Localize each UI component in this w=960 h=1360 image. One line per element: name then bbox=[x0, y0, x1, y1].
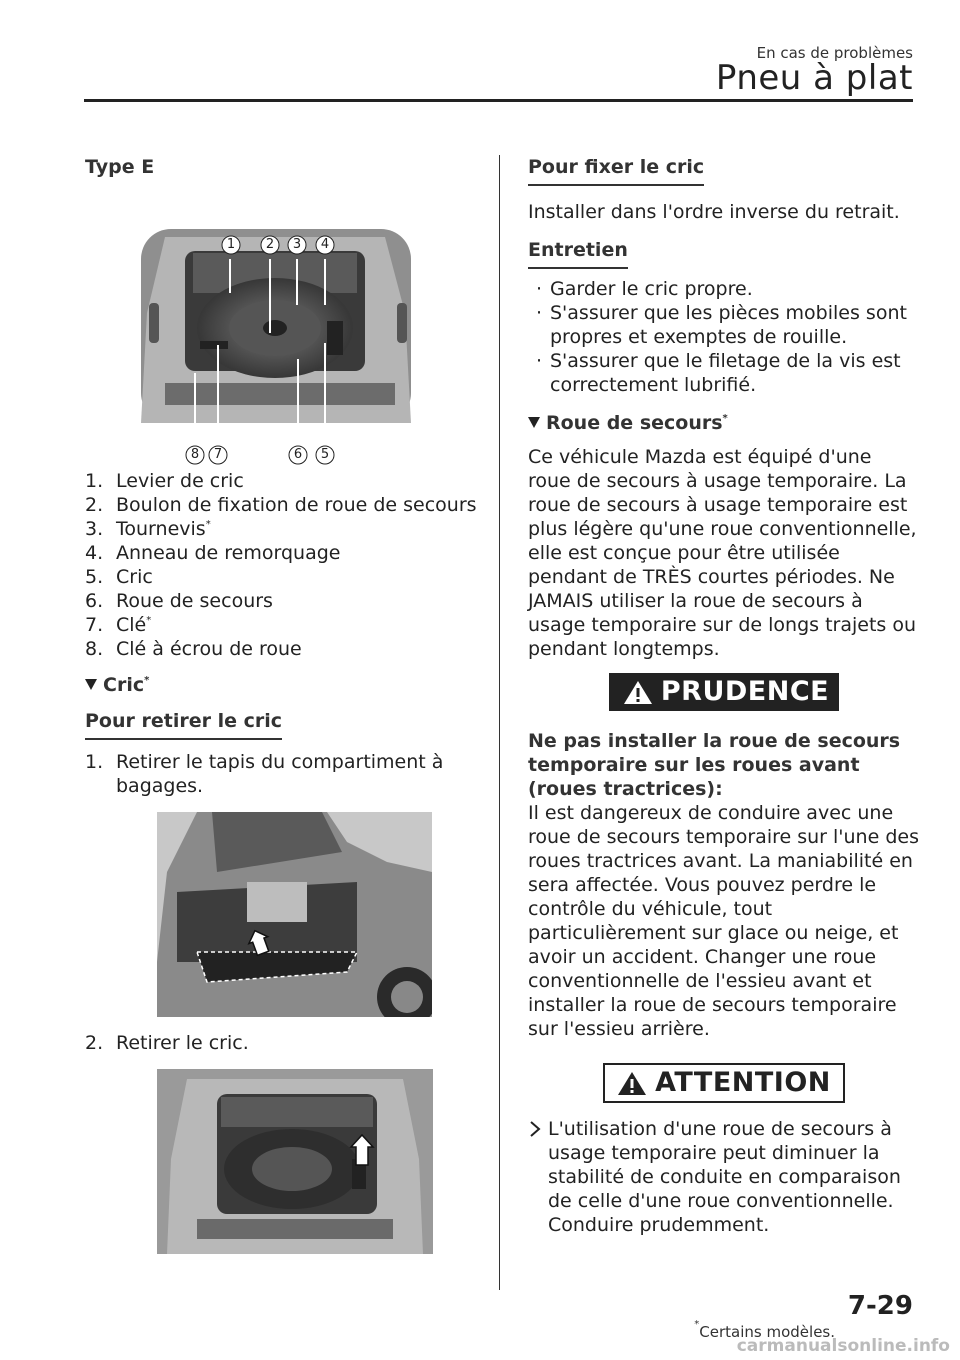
maintenance-heading: Entretien bbox=[528, 238, 628, 269]
list-item: 4. Anneau de remorquage bbox=[85, 542, 341, 564]
list-item: 6. Roue de secours bbox=[85, 590, 273, 612]
warning-triangle-icon bbox=[617, 1070, 647, 1096]
figure-open-trunk bbox=[157, 812, 432, 1017]
spare-wheel-heading: Roue de secours* bbox=[528, 411, 920, 435]
list-item: · Garder le cric propre. bbox=[536, 278, 753, 300]
attention-item: L'utilisation d'une roue de secours à usage temporaire peut diminuer la stabilité de conduite en comparaison de celle d'une roue conventionnelle. Conduire prudemment. bbox=[528, 1117, 920, 1237]
step-1: 1. Retirer le tapis du compartiment à bagages. bbox=[85, 751, 444, 797]
fix-jack-text: Installer dans l'ordre inverse du retrait. bbox=[528, 201, 900, 223]
page-title: Pneu à plat bbox=[715, 58, 913, 98]
caution-banner: PRUDENCE bbox=[609, 673, 839, 711]
column-divider bbox=[499, 155, 500, 1290]
triangle-down-icon bbox=[528, 417, 540, 428]
attention-banner: ATTENTION bbox=[603, 1063, 845, 1103]
triangle-down-icon bbox=[85, 679, 97, 690]
figure-remove-jack bbox=[157, 1069, 433, 1254]
page-number: 7-29 bbox=[847, 1291, 913, 1321]
list-item: 5. Cric bbox=[85, 566, 153, 588]
list-item: 3. Tournevis* bbox=[85, 518, 211, 540]
callout-8: 8 bbox=[185, 445, 205, 471]
list-item: 7. Clé* bbox=[85, 614, 152, 636]
callout-4: 4 bbox=[315, 235, 335, 261]
callout-1: 1 bbox=[221, 235, 241, 261]
figure-trunk-parts bbox=[85, 193, 480, 463]
list-item: 1. Levier de cric bbox=[85, 470, 244, 492]
asterisk: * bbox=[205, 519, 211, 530]
callout-2: 2 bbox=[260, 235, 280, 261]
open-trunk-illustration bbox=[157, 812, 432, 1017]
footer-note: *Certains modèles. bbox=[694, 1319, 835, 1341]
right-column bbox=[528, 155, 920, 1237]
header-section-label: En cas de problèmes bbox=[756, 44, 913, 62]
caution-text: Il est dangereux de conduire avec une roue de secours temporaire sur l'une des roues tractrices avant. La maniabilité en sera affectée. Vous pouvez perdre le contrôle du véhicule, tout particulièrement sur glace ou neige, et avoir un accident. Changer une roue conventionnelle de l'essieu avant et installer la roue de secours temporaire sur l'essieu arrière. bbox=[528, 802, 919, 1040]
remove-jack-heading: Pour retirer le cric bbox=[85, 709, 282, 740]
asterisk: * bbox=[146, 615, 152, 626]
list-item: 2. Boulon de fixation de roue de secours bbox=[85, 494, 477, 516]
parts-list bbox=[85, 469, 480, 661]
arrow-right-icon bbox=[528, 1117, 548, 1237]
callout-3: 3 bbox=[287, 235, 307, 261]
remove-jack-illustration bbox=[157, 1069, 433, 1254]
callout-7: 7 bbox=[208, 445, 228, 471]
caution-bold-text: Ne pas installer la roue de secours temporaire sur les roues avant (roues tractrices): bbox=[528, 730, 901, 800]
step-2: 2. Retirer le cric. bbox=[85, 1032, 249, 1054]
fix-jack-heading: Pour fixer le cric bbox=[528, 155, 704, 186]
callout-5: 5 bbox=[315, 445, 335, 471]
list-item: · S'assurer que les pièces mobiles sont propres et exemptes de rouille. bbox=[536, 302, 907, 348]
spare-wheel-text: Ce véhicule Mazda est équipé d'une roue de secours à usage temporaire. La roue de secours à usage temporaire est plus légère qu'une roue conventionnelle, elle est conçue pour être utilisée pendant de TRÈS courtes périodes. Ne JAMAIS utiliser la roue de secours à usage temporaire sur de longs trajets ou pendant longtemps. bbox=[528, 446, 917, 660]
header-rule bbox=[84, 99, 913, 102]
maintenance-list bbox=[528, 277, 920, 397]
list-item: · S'assurer que le filetage de la vis est correctement lubrifié. bbox=[536, 350, 901, 396]
trunk-illustration bbox=[85, 193, 480, 463]
watermark-text: carmanualsonline.info bbox=[736, 1336, 950, 1356]
callout-6: 6 bbox=[288, 445, 308, 471]
list-item: 8. Clé à écrou de roue bbox=[85, 638, 302, 660]
left-column bbox=[85, 155, 480, 1254]
warning-triangle-icon bbox=[623, 679, 653, 705]
type-label: Type E bbox=[85, 156, 155, 178]
cric-heading: Cric* bbox=[85, 673, 480, 697]
